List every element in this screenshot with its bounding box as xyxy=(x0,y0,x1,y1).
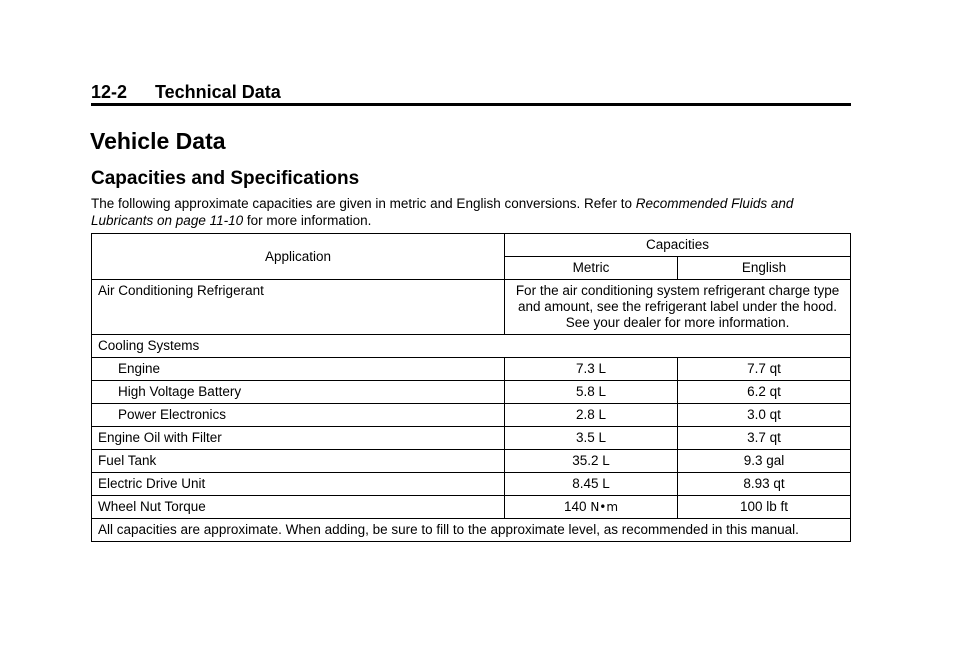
metric-value: 5.8 L xyxy=(505,381,678,404)
table-row xyxy=(92,381,851,404)
table-header-row xyxy=(92,234,851,257)
row-label: Fuel Tank xyxy=(92,450,505,473)
table-row xyxy=(92,335,851,358)
intro-text-end: for more information. xyxy=(243,213,372,228)
table-row xyxy=(92,496,851,519)
table-footnote-row xyxy=(92,519,851,542)
metric-value: 8.45 L xyxy=(505,473,678,496)
metric-value: 7.3 L xyxy=(505,358,678,381)
section-title: Technical Data xyxy=(155,82,281,102)
metric-value: 35.2 L xyxy=(505,450,678,473)
row-label: Wheel Nut Torque xyxy=(92,496,505,519)
row-label: Engine Oil with Filter xyxy=(92,427,505,450)
cross-reference-link[interactable]: Recommended Fluids and Lubricants on page 11-10 xyxy=(91,196,794,228)
metric-value: 2.8 L xyxy=(505,404,678,427)
table-row xyxy=(92,473,851,496)
row-label: High Voltage Battery xyxy=(92,381,505,404)
page-number: 12-2 xyxy=(91,82,128,102)
table-footnote: All capacities are approximate. When adding, be sure to fill to the approximate level, as recommended in this manual. xyxy=(92,519,851,542)
intro-text: The following approximate capacities are given in metric and English conversions. Refer to xyxy=(91,196,636,211)
table-row xyxy=(92,280,851,335)
table-row xyxy=(92,450,851,473)
torque-unit: N•m xyxy=(590,500,619,514)
row-label: Electric Drive Unit xyxy=(92,473,505,496)
table-row xyxy=(92,358,851,381)
header-capacities: Capacities xyxy=(505,234,851,257)
header-rule xyxy=(91,103,851,106)
section-heading: Capacities and Specifications xyxy=(91,168,360,189)
header-application: Application xyxy=(92,234,505,280)
english-value: 7.7 qt xyxy=(678,358,851,381)
page-title: Vehicle Data xyxy=(90,128,226,154)
running-header xyxy=(91,82,851,102)
capacities-table xyxy=(91,233,851,542)
header-metric: Metric xyxy=(505,257,678,280)
torque-value: 140 xyxy=(564,499,587,514)
english-value: 8.93 qt xyxy=(678,473,851,496)
header-english: English xyxy=(678,257,851,280)
refrigerant-note: For the air conditioning system refrigerant charge type and amount, see the refrigerant label under the hood. See your dealer for more information. xyxy=(505,280,851,335)
row-label: Cooling Systems xyxy=(92,335,851,358)
table-row xyxy=(92,404,851,427)
metric-value xyxy=(505,496,678,519)
english-value: 100 lb ft xyxy=(678,496,851,519)
row-label: Power Electronics xyxy=(92,404,505,427)
table-row xyxy=(92,427,851,450)
row-label: Engine xyxy=(92,358,505,381)
intro-paragraph xyxy=(91,195,851,229)
english-value: 3.0 qt xyxy=(678,404,851,427)
metric-value: 3.5 L xyxy=(505,427,678,450)
row-label: Air Conditioning Refrigerant xyxy=(92,280,505,335)
english-value: 6.2 qt xyxy=(678,381,851,404)
english-value: 3.7 qt xyxy=(678,427,851,450)
english-value: 9.3 gal xyxy=(678,450,851,473)
